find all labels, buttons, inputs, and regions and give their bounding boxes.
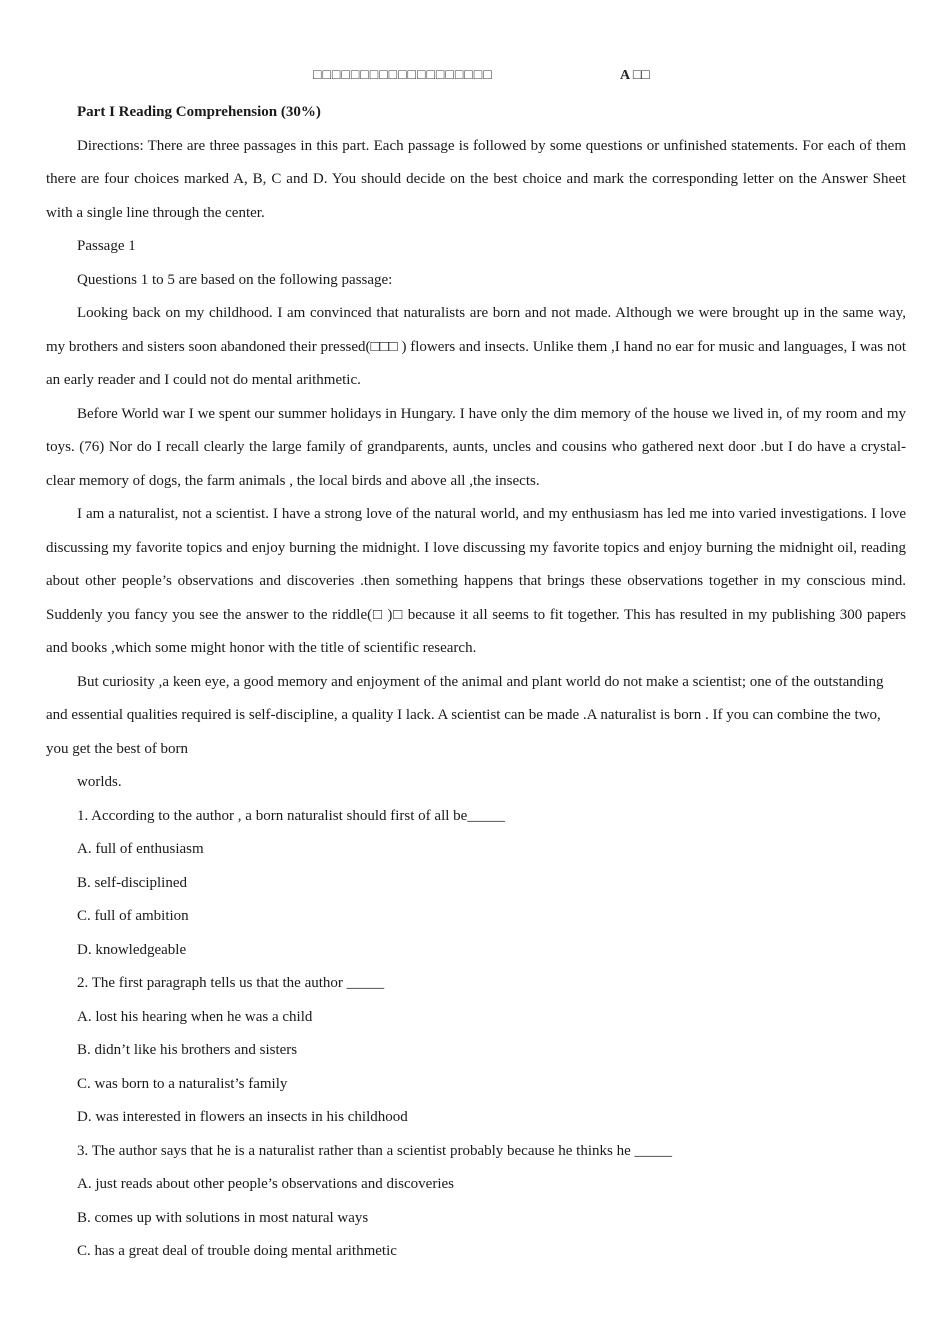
- question-3: [46, 1135, 906, 1269]
- passage-paragraph-tail: worlds.: [77, 774, 122, 790]
- part-title: Part I Reading Comprehension (30%): [77, 104, 321, 120]
- passage-paragraph: Looking back on my childhood. I am convinced that naturalists are born and not made. Although we were brought up in the same way, my brothers and sisters soon abandoned their pressed(□□□ ) flowers and insects. Unlike them ,I hand no ear for music and languages, I was not an early reader and I could not do mental arithmetic.: [46, 305, 906, 388]
- answer-option: A. full of enthusiasm: [77, 841, 204, 857]
- answer-option: A. lost his hearing when he was a child: [77, 1008, 313, 1025]
- directions-paragraph: Directions: There are three passages in this part. Each passage is followed by some questions or unfinished statements. For each of them there are four choices marked A, B, C and D. You should decide on the best choice and mark the corresponding letter on the Answer Sheet with a single line through the center.: [46, 137, 906, 221]
- passage-paragraph: Before World war I we spent our summer holidays in Hungary. I have only the dim memory of the house we lived in, of my room and my toys. (76) Nor do I recall clearly the large family of grandparents, aunts, uncles and cousins who gathered next door .but I do have a crystal-clear memory of dogs, the farm animals , the local birds and above all ,the insects.: [46, 405, 906, 489]
- answer-option: C. has a great deal of trouble doing mental arithmetic: [77, 1243, 397, 1259]
- questions-intro: Questions 1 to 5 are based on the following passage:: [77, 271, 393, 288]
- passage-paragraph: But curiosity ,a keen eye, a good memory and enjoyment of the animal and plant world do not make a scientist; one of the outstanding and essential qualities required is self-discipline, a quality I lack. A scientist can be made .A naturalist is born . If you can combine the two, you get the best of born: [46, 673, 884, 757]
- document-body: [46, 96, 906, 1269]
- question-stem: 3. The author says that he is a naturalist rather than a scientist probably because he thinks he _____: [77, 1142, 672, 1159]
- answer-option: D. knowledgeable: [77, 941, 187, 958]
- question-stem: 2. The first paragraph tells us that the author _____: [77, 975, 385, 991]
- answer-option: D. was interested in flowers an insects in his childhood: [77, 1109, 408, 1125]
- question-2: [46, 967, 906, 1135]
- answer-option: C. full of ambition: [77, 908, 189, 924]
- passage-label: Passage 1: [77, 238, 136, 254]
- header-title: □□□□□□□□□□□□□□□□□□□: [313, 68, 493, 83]
- answer-option: B. self-disciplined: [77, 874, 187, 891]
- answer-option: B. comes up with solutions in most natural ways: [77, 1209, 369, 1226]
- answer-option: A. just reads about other people’s observations and discoveries: [77, 1176, 454, 1192]
- answer-option: B. didn’t like his brothers and sisters: [77, 1042, 298, 1058]
- question-1: [46, 800, 906, 968]
- passage-paragraph: I am a naturalist, not a scientist. I have a strong love of the natural world, and my enthusiasm has led me into varied investigations. I love discussing my favorite topics and enjoy burning the midnight. I love discussing my favorite topics and enjoy burning the midnight oil, reading about other people’s observations and discoveries .then something happens that brings these observations together in my conscious mind. Suddenly you fancy you see the answer to the riddle(□ )□ because it all seems to fit together. This has resulted in my publishing 300 papers and books ,which some might honor with the title of scientific research.: [46, 506, 906, 656]
- answer-option: C. was born to a naturalist’s family: [77, 1075, 288, 1092]
- page-header: [0, 68, 950, 90]
- header-code: A □□: [620, 68, 650, 83]
- question-stem: 1. According to the author , a born naturalist should first of all be_____: [77, 807, 505, 824]
